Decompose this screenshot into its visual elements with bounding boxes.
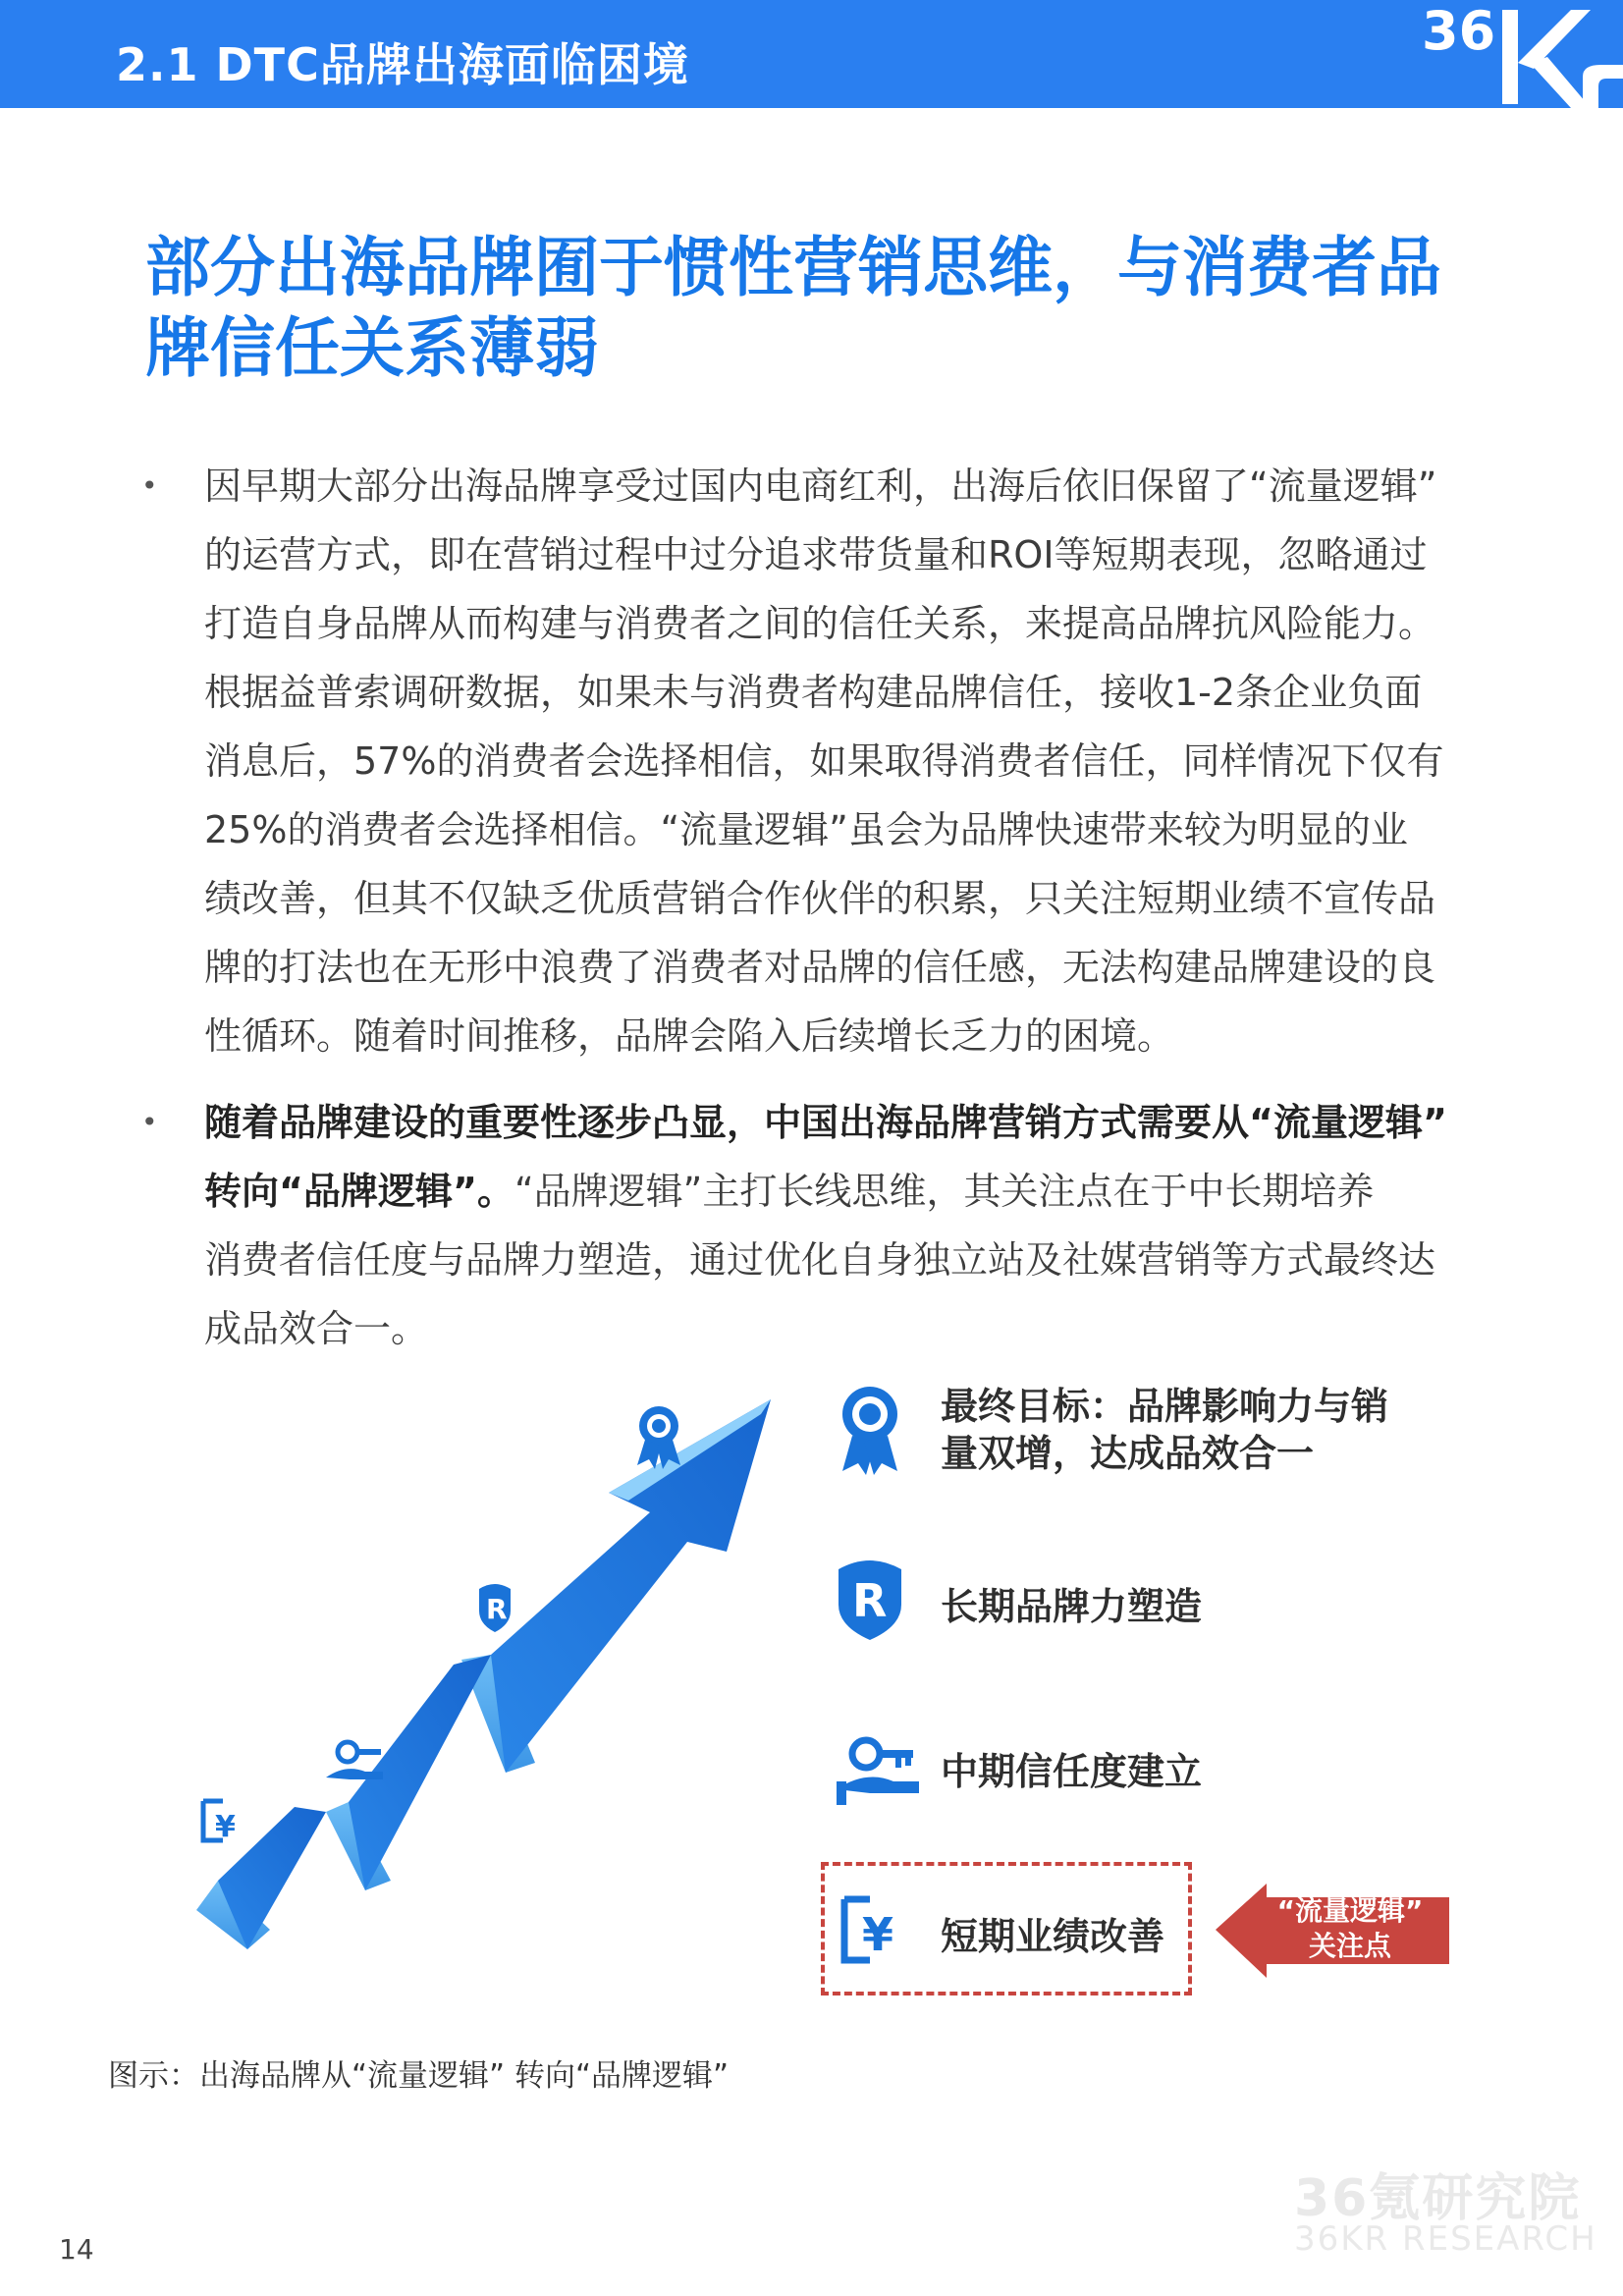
award-ribbon-icon — [842, 1387, 897, 1475]
stage-long-label: 长期品牌力塑造 — [941, 1585, 1203, 1628]
registered-shield-icon — [479, 1584, 511, 1632]
bullet-line-rest: “品牌逻辑”主打长线思维，其关注点在于中长期培养 — [514, 1170, 1375, 1213]
yuan-glyph: ¥ — [862, 1908, 894, 1961]
bullet-traffic-logic — [135, 452, 1490, 1070]
stage-short-label: 短期业绩改善 — [941, 1915, 1165, 1958]
figure-caption: 图示：出海品牌从“流量逻辑” 转向“品牌逻辑” — [108, 2058, 730, 2094]
yuan-glyph: ¥ — [215, 1810, 236, 1844]
bullet-line: 打造自身品牌从而构建与消费者之间的信任关系，来提高品牌抗风险能力。 — [204, 602, 1436, 645]
callout-line2: 关注点 — [1308, 1930, 1391, 1962]
bold-lead-1: 随着品牌建设的重要性逐步凸显，中国出海品牌营销方式需要从“流量逻辑” — [204, 1101, 1447, 1144]
bullet-line — [204, 1157, 1481, 1226]
bullet-line: 消费者信任度与品牌力塑造，通过优化自身独立站及社媒营销等方式最终达 — [204, 1238, 1436, 1282]
page-heading — [145, 228, 1520, 389]
bullet-line: 成品效合一。 — [204, 1307, 429, 1350]
bold-lead-2: 转向“品牌逻辑”。 — [204, 1170, 514, 1213]
bullet-text — [204, 452, 1481, 1070]
bullet-line: 因早期大部分出海品牌享受过国内电商红利，出海后依旧保留了“流量逻辑” — [204, 465, 1437, 508]
section-title: 2.1 DTC品牌出海面临困境 — [116, 38, 689, 91]
watermark-cn: 36氪研究院 — [1294, 2169, 1582, 2228]
bullet-line: 消息后，57%的消费者会选择相信，如果取得消费者信任，同样情况下仅有 — [204, 739, 1444, 783]
bullet-line: 根据益普索调研数据，如果未与消费者构建品牌信任，接收1-2条企业负面 — [204, 671, 1423, 714]
header-bar — [0, 0, 1623, 108]
r-glyph: R — [852, 1574, 888, 1627]
bullet-line: 性循环。随着时间推移，品牌会陷入后续增长乏力的困境。 — [204, 1014, 1175, 1058]
bullet-brand-logic — [135, 1088, 1490, 1363]
registered-shield-icon — [839, 1560, 901, 1640]
stage-goal-line1: 最终目标：品牌影响力与销 — [941, 1385, 1389, 1428]
watermark-en: 36KR RESEARCH — [1294, 2219, 1597, 2259]
award-ribbon-icon — [637, 1406, 680, 1469]
phone-yuan-icon — [203, 1801, 236, 1844]
stage-mid-label: 中期信任度建立 — [941, 1750, 1203, 1793]
stage-goal-label — [941, 1383, 1388, 1477]
arrow-face-dark-3 — [491, 1399, 771, 1773]
page-number: 14 — [59, 2233, 94, 2266]
callout-text — [1259, 1893, 1441, 1964]
logo-text-36: 36 — [1422, 0, 1496, 62]
heading-line-2: 牌信任关系薄弱 — [145, 310, 599, 386]
heading-line-1: 部分出海品牌囿于惯性营销思维，与消费者品 — [145, 230, 1441, 305]
bullet-line — [204, 1088, 1481, 1157]
bullet-marker: • — [141, 1106, 158, 1138]
callout-line1: “流量逻辑” — [1276, 1894, 1424, 1927]
key-in-hand-icon — [326, 1742, 383, 1779]
brand-logo — [1414, 0, 1623, 108]
bullet-line: 绩改善，但其不仅缺乏优质营销合作伙伴的积累，只关注短期业绩不宣传品 — [204, 877, 1436, 920]
stage-goal-line2: 量双增，达成品效合一 — [941, 1432, 1315, 1475]
bullet-line: 的运营方式，即在营销过程中过分追求带货量和ROI等短期表现，忽略通过 — [204, 533, 1428, 576]
bullet-marker: • — [141, 469, 158, 502]
key-in-hand-icon — [837, 1740, 919, 1805]
bullet-line: 牌的打法也在无形中浪费了消费者对品牌的信任感，无法构建品牌建设的良 — [204, 946, 1436, 989]
r-glyph: R — [486, 1593, 508, 1625]
short-term-highlight-box — [821, 1862, 1192, 1995]
bullet-line: 25%的消费者会选择相信。“流量逻辑”虽会为品牌快速带来较为明显的业 — [204, 808, 1408, 851]
bullet-text — [204, 1088, 1481, 1363]
